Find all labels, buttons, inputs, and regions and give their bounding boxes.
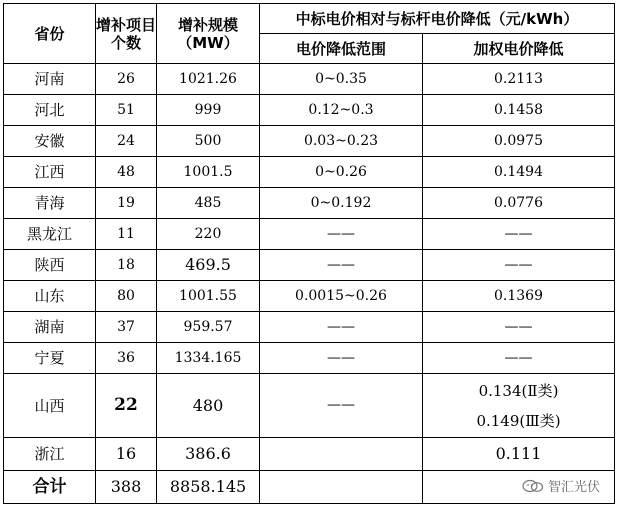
weighted-cell: 0.2113	[423, 64, 615, 95]
header-province: 省份	[4, 4, 96, 64]
province-cell: 安徽	[4, 126, 96, 157]
count-cell: 11	[96, 219, 157, 250]
range-cell: ——	[260, 312, 423, 343]
table-row	[4, 438, 615, 471]
table-row	[4, 95, 615, 126]
header-range: 电价降低范围	[260, 34, 423, 64]
range-cell: ——	[260, 250, 423, 281]
province-cell: 河北	[4, 95, 96, 126]
table-row	[4, 281, 615, 312]
province-cell: 浙江	[4, 438, 96, 471]
scale-cell: 1001.5	[157, 157, 260, 188]
count-cell: 51	[96, 95, 157, 126]
scale-cell: 480	[157, 374, 260, 438]
weighted-cell: ——	[423, 250, 615, 281]
province-cell: 河南	[4, 64, 96, 95]
weighted-value-class-3: 0.149(Ⅲ类)	[476, 411, 561, 430]
scale-cell: 959.57	[157, 312, 260, 343]
weighted-cell: 0.1369	[423, 281, 615, 312]
weighted-cell	[423, 374, 615, 438]
table-row	[4, 374, 615, 438]
range-cell: ——	[260, 343, 423, 374]
range-cell: ——	[260, 374, 423, 438]
weighted-cell: 0.1458	[423, 95, 615, 126]
scale-cell: 1334.165	[157, 343, 260, 374]
table-row	[4, 312, 615, 343]
table-row	[4, 219, 615, 250]
province-cell: 湖南	[4, 312, 96, 343]
watermark-text: 智汇光伏	[547, 480, 600, 495]
range-cell: 0~0.26	[260, 157, 423, 188]
count-cell: 80	[96, 281, 157, 312]
count-cell: 22	[96, 374, 157, 438]
header-count: 增补项目个数	[96, 4, 157, 64]
scale-cell: 220	[157, 219, 260, 250]
scale-cell: 469.5	[157, 250, 260, 281]
table-row	[4, 157, 615, 188]
range-cell: 0.03~0.23	[260, 126, 423, 157]
weighted-cell: 0.0776	[423, 188, 615, 219]
range-cell: 0.12~0.3	[260, 95, 423, 126]
province-cell: 黑龙江	[4, 219, 96, 250]
count-cell: 19	[96, 188, 157, 219]
weighted-cell: ——	[423, 343, 615, 374]
range-cell: 0~0.192	[260, 188, 423, 219]
scale-cell: 386.6	[157, 438, 260, 471]
range-cell	[260, 438, 423, 471]
weighted-cell: ——	[423, 219, 615, 250]
scale-cell: 1021.26	[157, 64, 260, 95]
count-cell: 26	[96, 64, 157, 95]
province-cell: 青海	[4, 188, 96, 219]
weighted-cell: 0.1494	[423, 157, 615, 188]
table-row	[4, 126, 615, 157]
count-cell: 37	[96, 312, 157, 343]
count-cell: 36	[96, 343, 157, 374]
count-cell: 48	[96, 157, 157, 188]
watermark	[522, 476, 600, 495]
count-cell: 18	[96, 250, 157, 281]
weighted-cell: 0.111	[423, 438, 615, 471]
weighted-cell: ——	[423, 312, 615, 343]
province-cell: 山西	[4, 374, 96, 438]
total-label: 合计	[4, 471, 96, 504]
province-cell: 山东	[4, 281, 96, 312]
province-cell: 江西	[4, 157, 96, 188]
range-cell: 0.0015~0.26	[260, 281, 423, 312]
weighted-value-class-2: 0.134(Ⅱ类)	[478, 381, 559, 400]
province-cell: 陕西	[4, 250, 96, 281]
count-cell: 16	[96, 438, 157, 471]
weighted-cell: 0.0975	[423, 126, 615, 157]
table-row	[4, 188, 615, 219]
scale-cell: 999	[157, 95, 260, 126]
table-row	[4, 64, 615, 95]
range-cell: ——	[260, 219, 423, 250]
data-table	[3, 3, 615, 504]
wechat-icon	[522, 479, 544, 493]
total-scale: 8858.145	[157, 471, 260, 504]
header-price-group: 中标电价相对与标杆电价降低（元/kWh）	[260, 4, 615, 34]
table-row	[4, 250, 615, 281]
header-weighted: 加权电价降低	[423, 34, 615, 64]
table-row	[4, 343, 615, 374]
empty-cell	[260, 471, 423, 504]
province-cell: 宁夏	[4, 343, 96, 374]
scale-cell: 485	[157, 188, 260, 219]
total-count: 388	[96, 471, 157, 504]
range-cell: 0~0.35	[260, 64, 423, 95]
count-cell: 24	[96, 126, 157, 157]
scale-cell: 500	[157, 126, 260, 157]
scale-cell: 1001.55	[157, 281, 260, 312]
header-scale: 增补规模（MW）	[157, 4, 260, 64]
